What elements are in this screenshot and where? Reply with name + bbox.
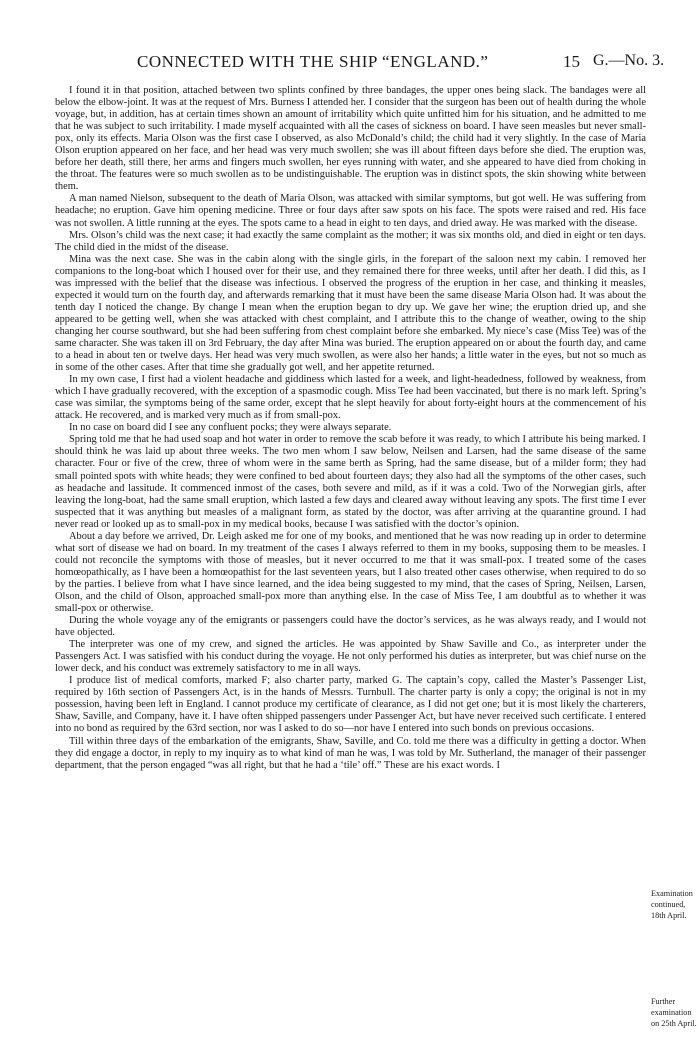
paragraph: Till within three days of the embarkation of the emigrants, Shaw, Saville, and Co. told me there was a difficulty in getting a doctor. When they did engage a doctor, in reply to my inquiry as to what kind of man he was, I was told by Mr. Sutherland, the manager of their passenger department, that the person engaged “was all right, but that he had a ‘tile’ off.” These are his exact words. I bbox=[55, 735, 646, 771]
paragraph: I found it in that position, attached between two splints confined by three bandages, the upper ones being slack. The bandages were all below the elbow-joint. It was at the request of Mrs. Burness I attended her. I consider that the surgeon has been out of health during the whole voyage, but, in addition, has at certain times shown an amount of irritability which quite unfitted him for his situation, and he admitted to me that he was subject to such irritability. I made myself acquainted with all the cases of sickness on board. I have seen measles but never small-pox, only its effects. Maria Olson was the first case I observed, as also McDonald’s child; the child had it very slightly. In the case of Maria Olson eruption appeared on her face, and her head was very much swollen; she was ill about fifteen days before she died. The eruption was, before her death, still there, her arms and fingers much swollen, her eyes running with water, and she appeared to have died from choking in the throat. The features were so much swollen as to be undistinguishable. The eruption was in distinct spots, the skin showing white between them. bbox=[55, 85, 646, 193]
paragraph: In no case on board did I see any confluent pocks; they were always separate. bbox=[69, 422, 392, 434]
paragraph: In my own case, I first had a violent headache and giddiness which lasted for a week, and light-headedness, followed by weakness, from which I have gradually recovered, with the exception of a spasmodic cough. Miss Tee had been vaccinated, but there is no mark left. Spring’s case was similar, the symptoms being of the same order, except that he slept heavily for about forty-eight hours at the commencement of his attack. He recovered, and is marked very much as if from small-pox. bbox=[55, 374, 646, 422]
page-number: 15 bbox=[563, 52, 580, 71]
document-reference: G.—No. 3. bbox=[593, 52, 665, 69]
margin-note: Examination continued, 18th April. bbox=[651, 889, 693, 920]
page-header bbox=[0, 52, 700, 74]
paragraph: During the whole voyage any of the emigrants or passengers could have the doctor’s services, as he was always ready, and I would not have objected. bbox=[55, 615, 646, 639]
paragraph: The interpreter was one of my crew, and signed the articles. He was appointed by Shaw Saville and Co., as interpreter under the Passengers Act. I was satisfied with his conduct during the voyage. He not only performed his duties as interpreter, but was chief nurse on the lower deck, and his conduct was extremely satisfactory to me in all ways. bbox=[55, 639, 646, 675]
paragraph: I produce list of medical comforts, marked F; also charter party, marked G. The captain’s copy, called the Master’s Passenger List, required by 16th section of Passengers Act, is in the hands of Messrs. Turnbull. The charter party is only a copy; the original is not in my possession, having been left in England. I cannot produce my certificate of clearance, as I did not get one; but it is most likely the charterers, Shaw, Saville, and Company, have it. I have often shipped passengers under Passenger Act, but have never received such certificate. I entered into no bond as required by the 63rd section, nor was I asked to do so—nor have I entered into such bonds on previous occasions. bbox=[55, 675, 646, 735]
margin-note: Further examination on 25th April. bbox=[651, 997, 697, 1028]
paragraph: Mina was the next case. She was in the cabin along with the single girls, in the forepart of the saloon next my cabin. I removed her companions to the long-boat which I housed over for their use, and they remained there for three weeks, until after her death. I did this, as I was impressed with the belief that the disease was infectious. I observed the progress of the eruption in her case, and thinking it measles, expected it would turn on the fourth day, and afterwards remarking that it must have been the same disease Maria Olson had. It was about the tenth day I noticed the change. By change I mean when the eruption began to dry up. We gave her wine; the eruption dried up, and she appeared to be getting well, when she was attacked with chest complaint, and I attribute this to the change of weather, owing to the ship changing her course southward, but she had been suffering from chest complaint before she embarked. My niece’s case (Miss Tee) was of the same character. She was taken ill on 3rd February, the day after Mina was buried. The eruption appeared on or about the fourth day, and came to a head in about ten or twelve days. Her head was very much swollen, as were also her hands; a little water in the eyes, but not so much as in some of the other cases. After that time she gradually got well, and her appetite returned. bbox=[55, 253, 646, 374]
paragraph: Mrs. Olson’s child was the next case; it had exactly the same complaint as the mother; it was six months old, and died in eight or ten days. The child died in the midst of the disease. bbox=[55, 229, 646, 253]
evidence-text bbox=[55, 85, 646, 772]
paragraph: A man named Nielson, subsequent to the death of Maria Olson, was attacked with similar symptoms, but got well. He was suffering from headache; no eruption. Gave him opening medicine. Three or four days after saw spots on his face. The spots were raised and red. His face was not swollen. A little running at the eyes. The spots came to a head in eight to ten days, and dried away. He was marked with the disease. bbox=[55, 193, 646, 229]
paragraph: Spring told me that he had used soap and hot water in order to remove the scab before it was ready, to which I attribute his being marked. I should think he was laid up about three weeks. The two men whom I saw below, Neilsen and Larsen, had the same disease of the same character. Four or five of the crew, three of whom were in the same berth as Spring, had the same disease, but of a milder form; they had small pointed spots with white heads; they were confined to bed about fourteen days; they also had all the symptoms of the other cases, such as headache and lassitude. It commenced inmost of the cases, both severe and mild, as if it was a cold. Two of the Norwegian girls, after leaving the long-boat, had the same small eruption, which lasted a few days and cleared away without leaving any spots. The first time I ever suspected that it was anything but measles of a malignant form, as stated by the doctor, was after arriving at the quarantine ground. I had never read or looked up as to small-pox in my medical books, because I was satisfied with the doctor’s opinion. bbox=[55, 434, 646, 530]
paragraph: About a day before we arrived, Dr. Leigh asked me for one of my books, and mentioned that he was now reading up in order to determine what sort of disease we had on board. In my treatment of the cases I always referred to them in my books, supposing them to be measles. I could not reconcile the symptoms with those of measles, but it never occurred to me that it was small-pox. I treated some of the cases homœopathically, as I have been a homœopathist for the last seventeen years, but I also treated other cases otherwise, when required to do so by the parties. I believe from what I have since learned, and the idea being suggested to my mind, that the cases of Spring, Neilsen, Larsen, Olson, and the child of Olson, approached small-pox more than anything else. In the case of Miss Tee, I am doubtful as to whether it was small-pox or otherwise. bbox=[55, 530, 646, 615]
running-title: CONNECTED WITH THE SHIP “ENGLAND.” bbox=[137, 52, 489, 71]
